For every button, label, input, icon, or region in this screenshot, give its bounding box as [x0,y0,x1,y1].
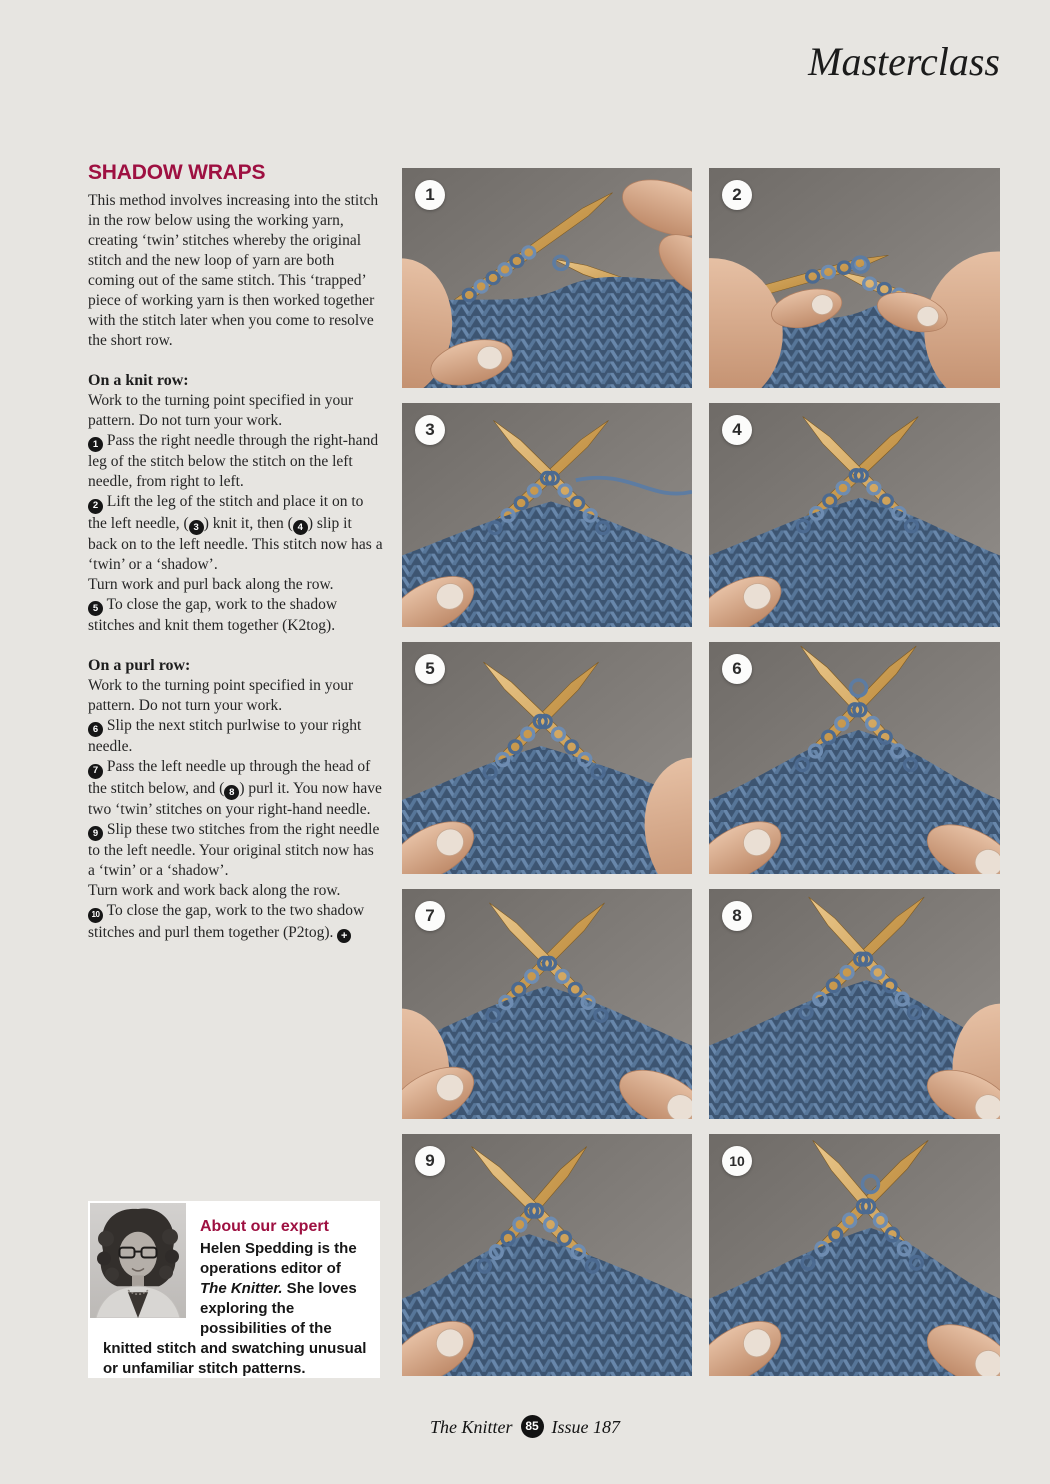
knitting-photo-illustration [402,1134,692,1376]
instruction-step: Turn work and purl back along the row. [88,575,334,593]
step-number-badge: 6 [88,722,103,737]
knitting-photo-illustration [709,642,1000,874]
instruction-step: 9 Slip these two stitches from the right needle to the left needle. Your original stitch now has a ‘twin’ or a ‘shadow’. [88,820,380,880]
photo-step-badge: 7 [415,901,445,931]
step-photo [402,403,692,627]
portrait-illustration [90,1203,186,1318]
photo-step-badge: 4 [722,415,752,445]
step-number-badge: 4 [293,520,308,535]
instruction-step: 1 Pass the right needle through the right-hand leg of the stitch below the stitch on the left needle, from right to left. [88,432,379,491]
step-photo [402,642,692,874]
step-photo-grid [402,168,1000,1376]
step-number-badge: 3 [189,520,204,535]
page-title: Masterclass [808,39,1000,84]
knitting-photo-illustration [709,403,1000,627]
section-heading: On a knit row: [88,372,189,390]
page-number-badge: 85 [521,1415,544,1438]
knitting-photo-illustration [709,168,1000,388]
page-footer [0,1415,1050,1438]
section-intro: Work to the turning point specified in your pattern. Do not turn your work. [88,677,354,715]
step-number-badge: 1 [88,437,103,452]
photo-step-badge: 1 [415,180,445,210]
instruction-section [88,656,384,943]
instruction-sections [88,371,384,943]
step-number-badge: 2 [88,499,103,514]
article-text-column [88,161,384,943]
expert-portrait [90,1203,186,1318]
step-number-badge: 7 [88,764,103,779]
step-photo [709,642,1000,874]
expert-box [88,1201,380,1378]
step-number-badge: 8 [224,785,239,800]
expert-bio: Helen Spedding is the operations editor of The Knitter. She loves exploring the possibilities of the knitted stitch and swatching unusual or unfamiliar stitch patterns. [103,1240,367,1377]
knitting-photo-illustration [402,642,692,874]
photo-step-badge: 8 [722,901,752,931]
instruction-section [88,371,384,636]
step-photo [402,889,692,1119]
step-photo [709,403,1000,627]
article-heading: SHADOW WRAPS [88,161,266,184]
footer-issue: Issue 187 [551,1416,620,1437]
expert-heading: About our expert [200,1218,329,1235]
instruction-step: 5 To close the gap, work to the shadow stitches and knit them together (K2tog). [88,595,338,635]
step-number-badge: 10 [88,908,103,923]
section-intro: Work to the turning point specified in your pattern. Do not turn your work. [88,392,354,430]
step-photo [709,1134,1000,1376]
knitting-photo-illustration [402,889,692,1119]
step-photo [402,168,692,388]
footer-magazine-title: The Knitter [429,1416,513,1437]
knitting-photo-illustration [402,403,692,627]
photo-step-badge: 6 [722,654,752,684]
section-heading: On a purl row: [88,657,191,675]
knitting-photo-illustration [709,889,1000,1119]
end-of-article-icon: + [337,929,351,943]
instruction-step: 2 Lift the leg of the stitch and place it on to the left needle, ( 3 ) knit it, then ( 4 ) slip it back on to the left needle. This stitch now has a ‘twin’ or a ‘shadow’. [88,493,383,573]
knitting-photo-illustration [402,168,692,388]
knitting-photo-illustration [709,1134,1000,1376]
instruction-step: Turn work and work back along the row. [88,882,341,900]
step-number-badge: 9 [88,826,103,841]
instruction-step: 7 Pass the left needle up through the head of the stitch below, and ( 8 ) purl it. You now have two ‘twin’ stitches on your right-hand needle. [88,758,382,818]
photo-step-badge: 2 [722,180,752,210]
article-intro: This method involves increasing into the stitch in the row below using the working yarn, creating ‘twin’ stitches whereby the original stitch and the new loop of yarn are both coming out of the same stitch. This ‘trapped’ piece of working yarn is then worked together with the stitch later when you come to resolve the short row. [88,192,379,350]
photo-step-badge: 10 [722,1146,752,1176]
step-number-badge: 5 [88,601,103,616]
step-photo [402,1134,692,1376]
instruction-step: 10 To close the gap, work to the two shadow stitches and purl them together (P2tog). + [88,902,365,942]
instruction-step: 6 Slip the next stitch purlwise to your right needle. [88,717,362,756]
photo-step-badge: 5 [415,654,445,684]
step-photo [709,889,1000,1119]
step-photo [709,168,1000,388]
photo-step-badge: 3 [415,415,445,445]
magazine-name-italic: The Knitter. [200,1280,283,1297]
photo-step-badge: 9 [415,1146,445,1176]
